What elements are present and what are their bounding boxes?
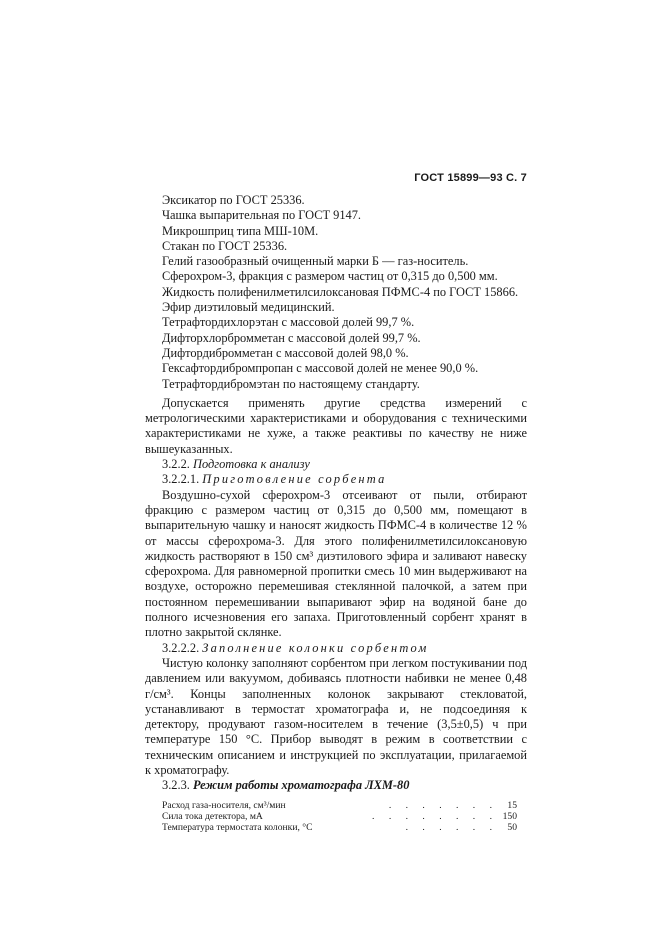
column-filling-text: Чистую колонку заполняют сорбентом при легком постукивании под давлением или вакуумом, добиваясь плотности набивки не менее 0,48 г/см³. Концы заполненных колонок закрывают стекловатой, устанавливают в термостат хроматографа и, не подсоединяя к детектору, продувают газом-носителем в течение (3,5±0,5) ч при температуре 150 °С. Прибор выводят в режим в соответствии с техническим описанием и инструкцией по эксплуатации, прилагаемой к хроматографу. xyxy=(145,655,527,777)
leader-dots: . . . . . . . xyxy=(388,799,498,811)
section-title: Заполнение колонки сорбентом xyxy=(202,640,429,655)
row-value: 15 xyxy=(507,799,517,811)
equipment-item: Тетрафтордихлорэтан с массовой долей 99,7 %. xyxy=(162,315,415,330)
section-number: 3.2.2.2. xyxy=(162,640,200,655)
section-heading-3-2-2 xyxy=(145,457,527,472)
section-heading-3-2-3 xyxy=(145,778,527,793)
equipment-item: Эфир диэтиловый медицинский. xyxy=(162,300,335,315)
row-label: Расход газа-носителя, см³/мин xyxy=(162,799,286,811)
section-number: 3.2.2. xyxy=(162,457,190,472)
section-title: Режим работы хроматографа ЛХМ-80 xyxy=(193,778,410,793)
page-header: ГОСТ 15899—93 С. 7 xyxy=(414,172,527,184)
row-value: 150 xyxy=(502,810,517,822)
row-label: Температура термостата колонки, °С xyxy=(162,821,313,833)
equipment-item: Чашка выпарительная по ГОСТ 9147. xyxy=(162,208,362,223)
equipment-item: Тетрафтордибромэтан по настоящему стандарту. xyxy=(162,376,420,391)
equipment-item: Гелий газообразный очищенный марки Б — газ-носитель. xyxy=(162,254,469,269)
table-row xyxy=(162,800,517,811)
sorbent-preparation-text: Воздушно-сухой сферохром-3 отсеивают от пыли, отбирают фракцию с размером частиц от 0,315 до 0,500 мм, помещают в выпарительную чашку и наносят жидкость ПФМС-4 в количестве 12 % от массы сферохрома-3. Для этого полифенилметилсилоксановую жидкость растворяют в 150 см³ диэтилового эфира и заливают навеску сферохрома. Для равномерной пропитки смесь 10 мин выдерживают на воздухе, осторожно перемешивая стеклянной палочкой, а затем при постоянном перемешивании выпаривают эфир на водяной бане до полного исчезновения его запаха. Приготовленный сорбент хранят в плотно закрытой склянке. xyxy=(145,487,527,640)
equipment-item: Дифторхлорбромметан с массовой долей 99,7 %. xyxy=(162,330,421,345)
equipment-item: Сферохром-3, фракция с размером частиц от 0,315 до 0,500 мм. xyxy=(162,269,498,284)
equipment-item: Дифтордибромметан с массовой долей 98,0 %. xyxy=(162,345,409,360)
row-label: Сила тока детектора, мА xyxy=(162,810,263,822)
leader-dots: . . . . . . xyxy=(405,821,498,833)
section-number: 3.2.2.1. xyxy=(162,472,200,487)
section-heading-3-2-2-2 xyxy=(145,641,527,656)
section-number: 3.2.3. xyxy=(162,778,190,793)
table-row xyxy=(162,822,517,833)
equipment-item: Эксикатор по ГОСТ 25336. xyxy=(162,193,305,207)
section-title: Приготовление сорбента xyxy=(202,472,387,487)
equipment-item: Микрошприц типа МШ-10М. xyxy=(162,223,319,238)
page-content xyxy=(145,193,527,833)
section-title: Подготовка к анализу xyxy=(193,457,310,472)
row-value: 50 xyxy=(507,821,517,833)
equipment-item: Стакан по ГОСТ 25336. xyxy=(162,238,288,253)
chromatograph-mode-table xyxy=(162,800,517,834)
allowance-paragraph: Допускается применять другие средства измерений с метрологическими характеристиками и оборудования с техническими характеристиками не хуже, а также реактивы по качеству не ниже вышеуказанных. xyxy=(145,395,527,456)
leader-dots: . . . . . . . . xyxy=(372,810,498,822)
equipment-item: Гексафтордибромпропан с массовой долей не менее 90,0 %. xyxy=(162,361,479,376)
equipment-item: Жидкость полифенилметилсилоксановая ПФМС-4 по ГОСТ 15866. xyxy=(162,284,519,299)
table-row xyxy=(162,811,517,822)
section-heading-3-2-2-1 xyxy=(145,472,527,487)
